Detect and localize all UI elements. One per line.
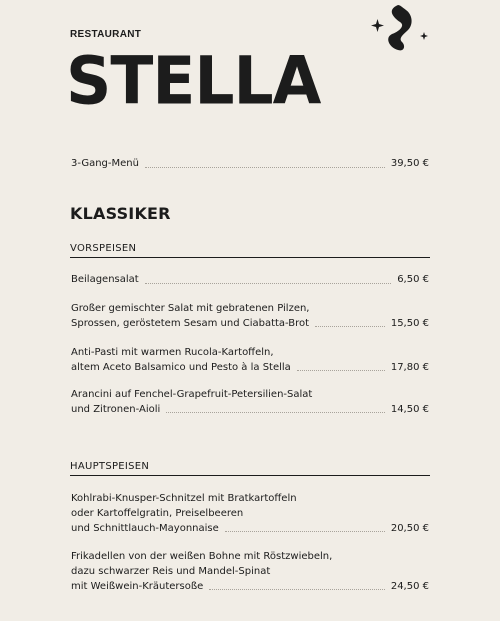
menu-item <box>71 273 429 287</box>
dot-leader <box>297 369 385 371</box>
dot-leader <box>145 166 385 168</box>
dot-leader <box>145 282 391 284</box>
restaurant-title: STELLA <box>66 42 321 120</box>
restaurant-eyebrow: RESTAURANT <box>70 29 142 40</box>
item-price: 15,50 € <box>390 318 429 329</box>
section-title: KLASSIKER <box>70 204 171 223</box>
item-line: altem Aceto Balsamico und Pesto à la Stella <box>71 362 291 373</box>
swirl-star-icon <box>368 2 432 62</box>
subheading-vorspeisen: VORSPEISEN <box>70 243 430 258</box>
set-menu-row <box>71 157 429 171</box>
item-name: 3-Gang-Menü <box>71 158 139 169</box>
item-price: 17,80 € <box>390 362 429 373</box>
subheading-hauptspeisen: HAUPTSPEISEN <box>70 461 430 476</box>
item-price: 6,50 € <box>397 274 429 285</box>
menu-item <box>71 301 429 331</box>
menu-item <box>71 549 429 594</box>
item-name: Beilagensalat <box>71 274 139 285</box>
menu-item <box>71 387 429 417</box>
item-line: Kohlrabi-Knusper-Schnitzel mit Bratkartoffeln <box>71 493 297 504</box>
item-line: Großer gemischter Salat mit gebratenen Pilzen, <box>71 303 310 314</box>
item-line: Sprossen, geröstetem Sesam und Ciabatta-Brot <box>71 318 310 329</box>
item-price: 39,50 € <box>390 158 429 169</box>
item-price: 24,50 € <box>390 581 429 592</box>
item-line: und Zitronen-Aioli <box>71 404 161 415</box>
menu-item <box>71 491 429 536</box>
item-price: 14,50 € <box>390 404 429 415</box>
menu-item <box>71 345 429 375</box>
item-price: 20,50 € <box>390 523 429 534</box>
item-line: Frikadellen von der weißen Bohne mit Röstzwiebeln, <box>71 551 333 562</box>
item-line: oder Kartoffelgratin, Preiselbeeren <box>71 508 244 519</box>
item-line: Arancini auf Fenchel-Grapefruit-Petersilien-Salat <box>71 389 313 400</box>
dot-leader <box>225 530 385 532</box>
item-line: dazu schwarzer Reis und Mandel-Spinat <box>71 566 271 577</box>
dot-leader <box>209 588 385 590</box>
item-line: und Schnittlauch-Mayonnaise <box>71 523 219 534</box>
dot-leader <box>315 325 385 327</box>
item-line: Anti-Pasti mit warmen Rucola-Kartoffeln, <box>71 347 274 358</box>
dot-leader <box>166 411 385 413</box>
item-line: mit Weißwein-Kräutersoße <box>71 581 204 592</box>
